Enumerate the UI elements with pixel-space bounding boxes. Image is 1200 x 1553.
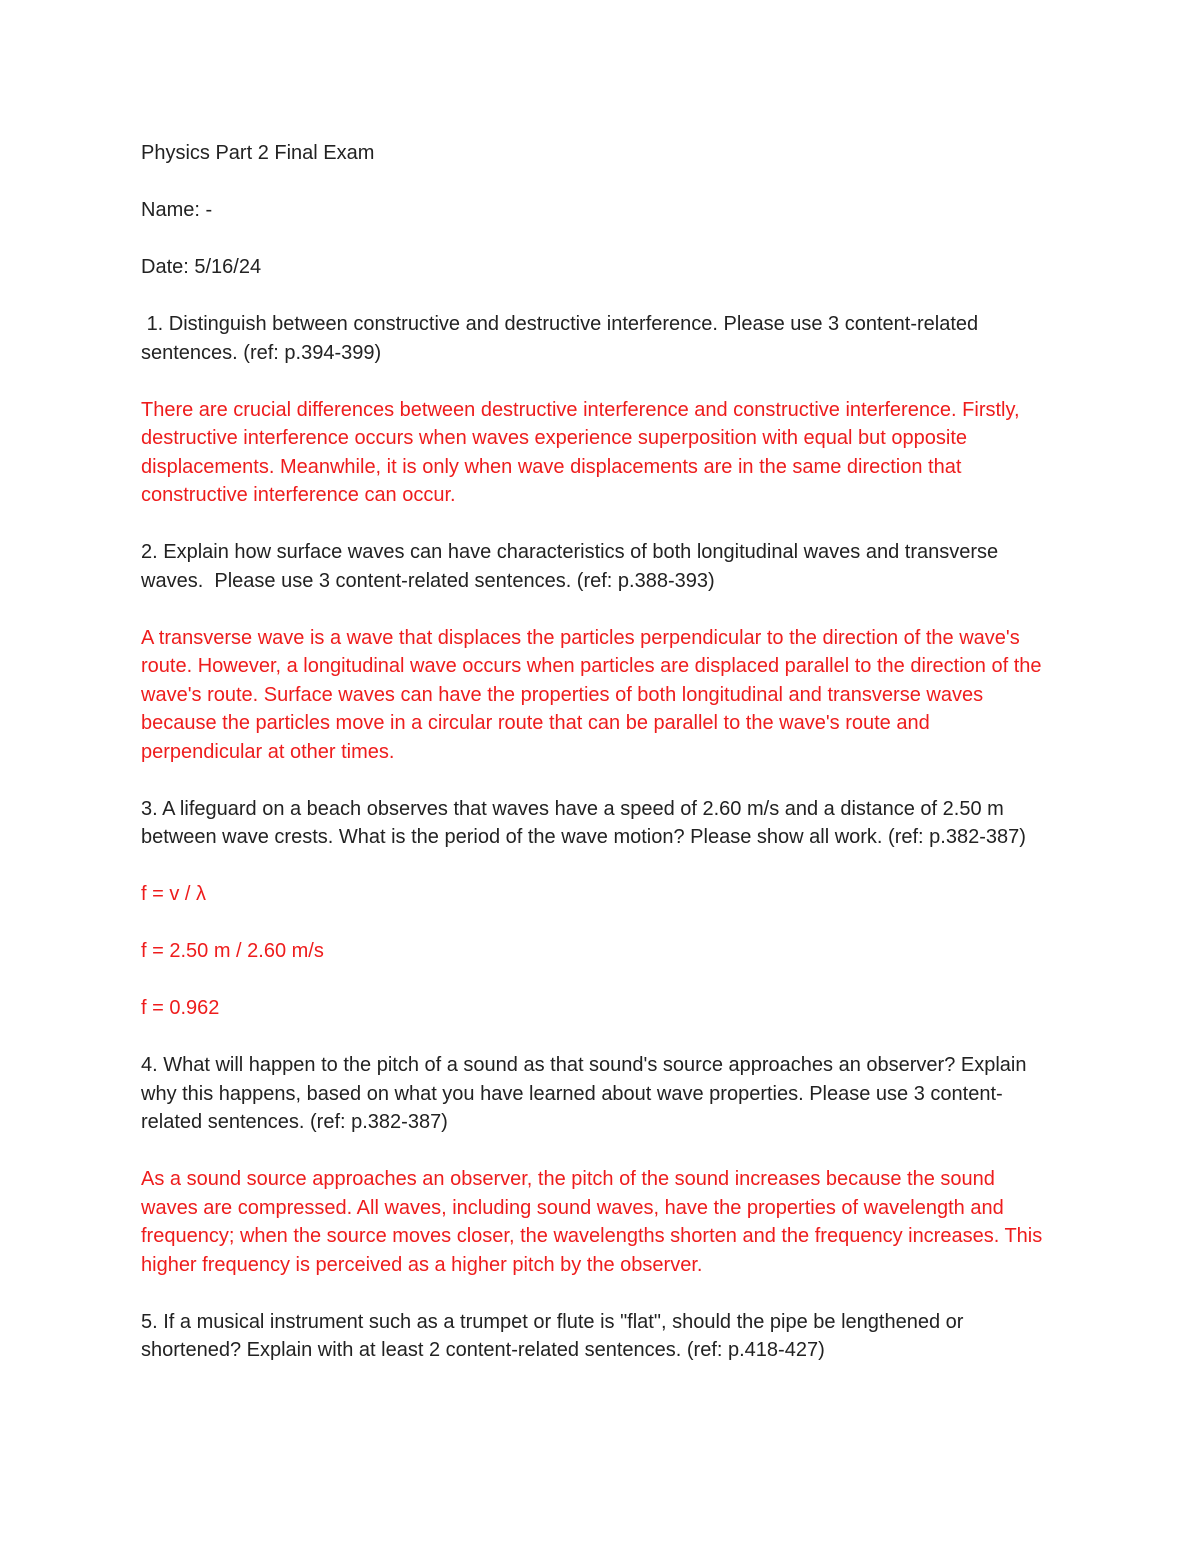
exam-document bbox=[141, 139, 1053, 1393]
answer-3-result: f = 0.962 bbox=[141, 997, 220, 1019]
exam-title: Physics Part 2 Final Exam bbox=[141, 142, 375, 164]
question-5: 5. If a musical instrument such as a trumpet or flute is "flat", should the pipe be lengthened or shortened? Explain with at least 2 content-related sentences. (ref: p.418-427) bbox=[141, 1310, 964, 1361]
answer-2: A transverse wave is a wave that displaces the particles perpendicular to the direction of the wave's route. However, a longitudinal wave occurs when particles are displaced parallel to the direction of the wave's route. Surface waves can have the properties of both longitudinal and transverse waves because the particles move in a circular route that can be parallel to the wave's route and perpendicular at other times. bbox=[141, 626, 1042, 763]
question-1: 1. Distinguish between constructive and destructive interference. Please use 3 content-related sentences. (ref: p.394-399) bbox=[141, 313, 984, 364]
question-3: 3. A lifeguard on a beach observes that waves have a speed of 2.60 m/s and a distance of 2.50 m between wave crests. What is the period of the wave motion? Please show all work. (ref: p.382-387) bbox=[141, 797, 1026, 848]
answer-1: There are crucial differences between destructive interference and constructive interference. Firstly, destructive interference occurs when waves experience superposition with equal but opposite displacements. Meanwhile, it is only when wave displacements are in the same direction that constructive interference can occur. bbox=[141, 398, 1020, 506]
question-2: 2. Explain how surface waves can have characteristics of both longitudinal waves and transverse waves. Please use 3 content-related sentences. (ref: p.388-393) bbox=[141, 541, 1004, 592]
name-line: Name: - bbox=[141, 199, 213, 221]
answer-3-formula: f = v / λ bbox=[141, 883, 207, 905]
question-4: 4. What will happen to the pitch of a sound as that sound's source approaches an observer? Explain why this happens, based on what you have learned about wave properties. Please use 3 content-related sentences. (ref: p.382-387) bbox=[141, 1054, 1027, 1133]
answer-3-substitution: f = 2.50 m / 2.60 m/s bbox=[141, 940, 324, 962]
answer-4: As a sound source approaches an observer, the pitch of the sound increases because the sound waves are compressed. All waves, including sound waves, have the properties of wavelength and frequency; when the source moves closer, the wavelengths shorten and the frequency increases. This higher frequency is perceived as a higher pitch by the observer. bbox=[141, 1168, 1043, 1276]
date-line: Date: 5/16/24 bbox=[141, 256, 262, 278]
